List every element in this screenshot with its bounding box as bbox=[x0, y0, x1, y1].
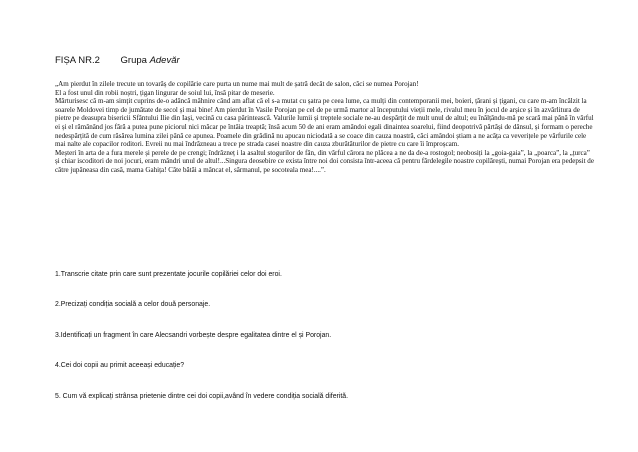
question-2: 2.Precizați condiția socială a celor două personaje. bbox=[55, 301, 211, 308]
group-name: Adevăr bbox=[149, 55, 180, 66]
sheet-number: FIȘA NR.2 bbox=[55, 55, 100, 66]
question-4: 4.Cei doi copii au primit aceeași educație? bbox=[55, 362, 185, 369]
question-1: 1.Transcrie citate prin care sunt prezentate jocurile copilăriei celor doi eroi. bbox=[55, 271, 282, 278]
worksheet-page bbox=[55, 0, 595, 452]
passage-paragraph: El a fost unul din robii noștri, țigan lingurar de soiul lui, însă pitar de meserie. bbox=[55, 88, 275, 97]
group-label: Grupa bbox=[120, 55, 147, 66]
passage-paragraph: Meșteri în arta de a fura merele și perele de pe crengi; îndrăzneț i la asaltul stogurilor de fân, din vârful cărora ne plăcea a ne da de-a rostogol; neobosiți la „goia-gaia”, la „poarca”, la „țurca” și chiar iscoditori de noi jocuri, eram mândri unul de altul!...Singura deosebire ce exista între noi doi consista într-aceea că pentru fărdelegile noastre copilărești, numai Porojan era pedepsit de către jupâneasa din casă, mama Gahița! Câte bătăi a mâncat el, sărmanul, pe socoteala mea!....”. bbox=[55, 148, 594, 174]
passage-paragraph: Mărturisesc că m-am simțit cuprins de-o adâncă mâhnire când am aflat că el s-a mutat cu șatra pe ceea lume, ca mulți din contemporanii mei, boieri, țărani și țigani, cu care m-am încălzit la soarele Moldovei timp de jumătate de secol și mai bine! Am pierdut în Vasile Porojan pe cel de pe urmă martor al începutului vieții mele, rivalul meu în jocul de arșice și în azvârlitura de pietre pe deasupra bisericii Sfântului Ilie din Iași, vecină cu casa părintească. Valurile lumii și treptele sociale ne-au despărțit de mult unul de altul; eu înălțându-mă pe scară mai până în vârful ei și el rămânând jos fără a putea pune piciorul nici măcar pe întâia treaptă; însă acum 50 de ani eram amândoi egali dinaintea soarelui, fiind deopotrivă părtăși de dânsul, și formam o pereche nedespărțită de cum răsărea lumina zilei până ce apunea. Poamele din grădină nu apucau niciodată a se coace din cauza noastră, căci amândoi știam a ne acăța ca veverițele pe vârfurile cele mai nalte ale copacilor roditori. Evreii nu mai îndrăzneau a trece pe strada casei noastre din cauza zburătăturilor de pietre cu care îi împroșcam. bbox=[55, 97, 594, 149]
question-5: 5. Cum vă explicați strânsa prietenie dintre cei doi copii,având în vedere condiția socială diferită. bbox=[55, 393, 349, 400]
reading-passage bbox=[55, 80, 595, 175]
worksheet-title bbox=[55, 55, 180, 66]
question-3: 3.Identificați un fragment în care Alecsandri vorbește despre egalitatea dintre el și Porojan. bbox=[55, 332, 332, 339]
passage-paragraph: „Am pierdut în zilele trecute un tovarăș de copilărie care purta un nume mai mult de șatră decât de salon, căci se numea Porojan! bbox=[55, 80, 419, 88]
